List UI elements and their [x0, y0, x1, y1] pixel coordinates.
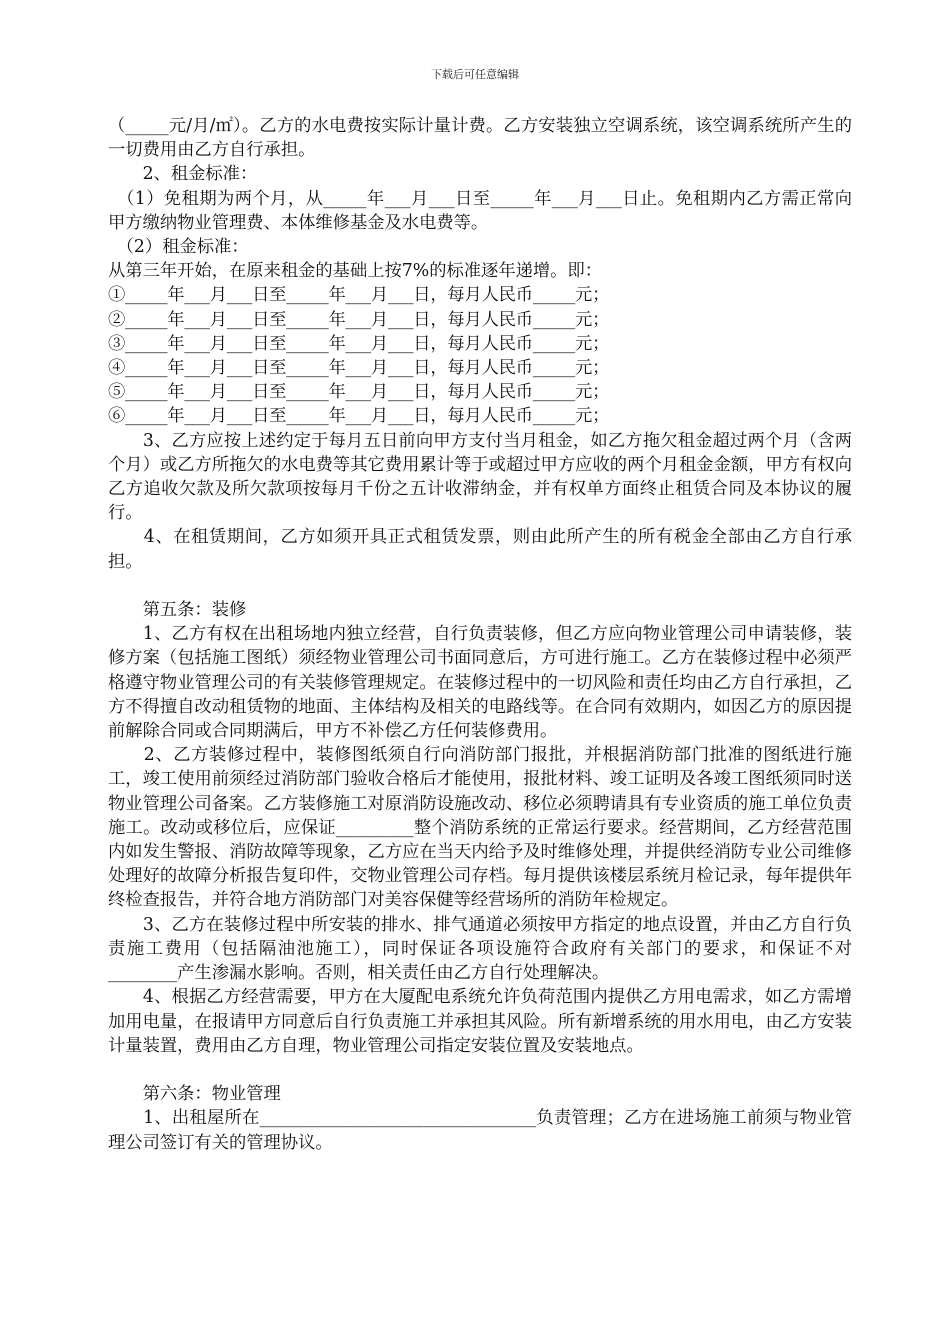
paragraph-property-management-1: 1、出租屋所在________________________________负责管理；乙方在进场施工前须与物业管理公司签订有关的管理协议。 — [108, 1108, 852, 1153]
paragraph-rent-standard-heading: 2、租金标准： — [108, 164, 258, 185]
paragraph-increment-rule: 从第三年开始，在原来租金的基础上按7%的标准逐年递增。即： — [108, 261, 603, 282]
paragraph-invoice-tax: 4、在租赁期间，乙方如须开具正式租赁发票，则由此所产生的所有税金全部由乙方自行承担。 — [108, 527, 852, 572]
section-gap — [108, 574, 852, 598]
rent-schedule-line-2: ②_____年___月___日至_____年___月___日，每月人民币_____元； — [108, 309, 610, 330]
contract-body — [108, 114, 852, 1155]
rent-schedule-line-5: ⑤_____年___月___日至_____年___月___日，每月人民币_____元； — [108, 382, 610, 403]
paragraph-payment-terms: 3、乙方应按上述约定于每月五日前向甲方支付当月租金，如乙方拖欠租金超过两个月（含两个月）或乙方所拖欠的水电费等其它费用累计等于或超过甲方应收的两个月租金金额，甲方有权向乙方追收欠款及所欠款项按每月千份之五计收滞纳金，并有权单方面终止租赁合同及本协议的履行。 — [108, 430, 852, 524]
paragraph-rent-free-period: （1）免租期为两个月，从_____年___月___日至_____年___月___日止。免租期内乙方需正常向甲方缴纳物业管理费、本体维修基金及水电费等。 — [108, 188, 852, 233]
paragraph-rent-standard-subheading: （2）租金标准： — [108, 237, 249, 258]
paragraph-rate: （_____元/月/㎡）。乙方的水电费按实际计量计费。乙方安装独立空调系统，该空调系统所产生的一切费用由乙方自行承担。 — [108, 116, 852, 161]
paragraph-renovation-3: 3、乙方在装修过程中所安装的排水、排气通道必须按甲方指定的地点设置，并由乙方自行负责施工费用（包括隔油池施工），同时保证各项设施符合政府有关部门的要求，和保证不对________产生渗漏水影响。否则，相关责任由乙方自行处理解决。 — [108, 914, 852, 984]
section-heading-renovation: 第五条：装修 — [108, 600, 247, 621]
rent-schedule-line-1: ①_____年___月___日至_____年___月___日，每月人民币_____元； — [108, 285, 610, 306]
section-gap — [108, 1058, 852, 1082]
paragraph-renovation-1: 1、乙方有权在出租场地内独立经营，自行负责装修，但乙方应向物业管理公司申请装修，装修方案（包括施工图纸）须经物业管理公司书面同意后，方可进行施工。乙方在装修过程中必须严格遵守物业管理公司的有关装修管理规定。在装修过程中的一切风险和责任均由乙方自行承担，乙方不得擅自改动租赁物的地面、主体结构及相关的电路线等。在合同有效期内，如因乙方的原因提前解除合同或合同期满后，甲方不补偿乙方任何装修费用。 — [108, 624, 852, 742]
section-heading-property-management: 第六条：物业管理 — [108, 1084, 281, 1105]
rent-schedule-line-4: ④_____年___月___日至_____年___月___日，每月人民币_____元； — [108, 358, 610, 379]
page-header: 下载后可任意编辑 — [431, 68, 519, 81]
rent-schedule-line-6: ⑥_____年___月___日至_____年___月___日，每月人民币_____元； — [108, 406, 610, 427]
paragraph-renovation-4: 4、根据乙方经营需要，甲方在大厦配电系统允许负荷范围内提供乙方用电需求，如乙方需增加用电量，在报请甲方同意后自行负责施工并承担其风险。所有新增系统的用水用电，由乙方安装计量装置，费用由乙方自理，物业管理公司指定安装位置及安装地点。 — [108, 987, 852, 1056]
rent-schedule-line-3: ③_____年___月___日至_____年___月___日，每月人民币_____元； — [108, 333, 610, 354]
paragraph-renovation-2: 2、乙方装修过程中，装修图纸须自行向消防部门报批，并根据消防部门批准的图纸进行施工，竣工使用前须经过消防部门验收合格后才能使用，报批材料、竣工证明及各竣工图纸须同时送物业管理公司备案。乙方装修施工对原消防设施改动、移位必须聘请具有专业资质的施工单位负责施工。改动或移位后，应保证_________整个消防系统的正常运行要求。经营期间，乙方经营范围内如发生警报、消防故障等现象，乙方应在当天内给予及时维修处理，并提供经消防专业公司维修处理好的故障分析报告复印件，交物业管理公司存档。每月提供该楼层系统月检记录，每年提供年终检查报告，并符合地方消防部门对美容保健等经营场所的消防年检规定。 — [108, 745, 852, 911]
